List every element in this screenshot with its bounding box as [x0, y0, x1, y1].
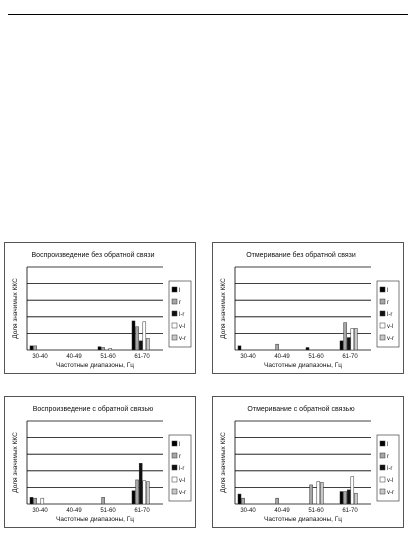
legend-label-v-l: v-l [179, 478, 186, 484]
bar-l-r-61-70 [139, 463, 142, 504]
bar-l-r-61-70 [139, 341, 142, 350]
y-axis-label: Доля значимых ККС [220, 432, 227, 493]
legend-label-r: r [387, 300, 389, 306]
x-tick-label: 40-49 [66, 354, 82, 360]
legend-label-l: l [387, 288, 389, 294]
legend-swatch-l-r [172, 465, 177, 470]
x-tick-label: 40-49 [274, 354, 290, 360]
legend-label-l: l [387, 442, 389, 448]
legend-swatch-v-r [172, 489, 177, 494]
bar-v-l-61-70 [351, 328, 354, 350]
x-tick-label: 51-60 [100, 508, 116, 514]
x-axis-label: Частотные диапазоны, Гц [264, 516, 342, 523]
bar-r-40-49 [276, 498, 279, 504]
legend-label-v-r: v-r [387, 490, 394, 496]
legend-swatch-l [380, 287, 385, 292]
legend-label-r: r [179, 300, 181, 306]
bar-r-51-60 [102, 497, 105, 504]
legend-swatch-l [172, 287, 177, 292]
bar-l-61-70 [340, 492, 343, 504]
legend-swatch-r [172, 299, 177, 304]
bar-r-61-70 [344, 492, 347, 504]
bar-v-r-61-70 [354, 328, 357, 350]
legend-label-v-l: v-l [387, 324, 394, 330]
x-tick-label: 30-40 [32, 354, 48, 360]
legend-swatch-r [172, 453, 177, 458]
x-tick-label: 30-40 [32, 508, 48, 514]
x-tick-label: 30-40 [240, 354, 256, 360]
legend-label-v-r: v-r [387, 336, 394, 342]
bar-l-61-70 [340, 341, 343, 350]
bar-v-r-61-70 [146, 482, 149, 504]
x-tick-label: 40-49 [66, 508, 82, 514]
legend-label-v-l: v-l [179, 324, 186, 330]
bar-r-30-40 [34, 498, 37, 504]
legend-swatch-v-r [380, 335, 385, 340]
bar-l-r-61-70 [347, 338, 350, 350]
legend-label-l-r: l-r [179, 466, 185, 472]
legend-label-l: l [179, 442, 181, 448]
x-tick-label: 40-49 [274, 508, 290, 514]
chart-svg [5, 397, 197, 529]
legend-swatch-l [172, 441, 177, 446]
legend-label-r: r [179, 454, 181, 460]
chart-panel-1 [4, 242, 196, 374]
bar-r-51-60 [102, 348, 105, 350]
legend-swatch-v-l [380, 477, 385, 482]
bar-v-l-51-60 [109, 348, 112, 350]
bar-r-61-70 [136, 327, 139, 350]
chart-title: Воспроизведение без обратной связи [31, 252, 155, 259]
x-tick-label: 51-60 [308, 508, 324, 514]
bar-l-30-40 [238, 494, 241, 504]
legend-swatch-v-r [172, 335, 177, 340]
chart-svg [5, 243, 197, 375]
bar-v-l-30-40 [41, 498, 44, 504]
chart-title: Воспроизведение с обратной связью [32, 406, 154, 413]
bar-l-30-40 [238, 346, 241, 350]
chart-panel-2 [212, 242, 404, 374]
bar-v-r-51-60 [320, 482, 323, 504]
x-tick-label: 30-40 [240, 508, 256, 514]
bar-v-l-61-70 [143, 481, 146, 504]
bar-v-l-61-70 [351, 477, 354, 504]
legend-label-v-r: v-r [179, 336, 186, 342]
x-axis-label: Частотные диапазоны, Гц [56, 362, 134, 369]
page-top-rule [8, 14, 408, 15]
bar-l-61-70 [132, 321, 135, 350]
bar-r-51-60 [310, 485, 313, 504]
x-tick-label: 61-70 [134, 508, 150, 514]
chart-svg [213, 243, 405, 375]
bar-v-r-61-70 [146, 338, 149, 350]
legend-label-v-l: v-l [387, 478, 394, 484]
x-tick-label: 61-70 [134, 354, 150, 360]
legend-swatch-l-r [380, 465, 385, 470]
chart-title: Отмеривание без обратной связи [246, 252, 356, 259]
bar-l-51-60 [98, 347, 101, 350]
chart-svg [213, 397, 405, 529]
legend-label-l: l [179, 288, 181, 294]
legend-swatch-v-r [380, 489, 385, 494]
legend-label-v-r: v-r [179, 490, 186, 496]
chart-title: Отмеривание с обратной связью [247, 406, 355, 413]
x-axis-label: Частотные диапазоны, Гц [56, 516, 134, 523]
legend-swatch-l-r [172, 311, 177, 316]
x-tick-label: 51-60 [100, 354, 116, 360]
legend-swatch-l [380, 441, 385, 446]
x-tick-label: 61-70 [342, 354, 358, 360]
bar-v-l-61-70 [143, 322, 146, 350]
bar-l-61-70 [132, 491, 135, 504]
bar-l-30-40 [30, 497, 33, 504]
bar-l-51-60 [306, 348, 309, 350]
bar-l-r-61-70 [347, 490, 350, 504]
chart-panel-4 [212, 396, 404, 528]
bar-v-r-61-70 [354, 493, 357, 504]
y-axis-label: Доля значимых ККС [220, 278, 227, 339]
x-tick-label: 51-60 [308, 354, 324, 360]
bar-r-30-40 [242, 498, 245, 504]
x-axis-label: Частотные диапазоны, Гц [264, 362, 342, 369]
legend-swatch-v-l [172, 477, 177, 482]
legend-label-l-r: l-r [179, 312, 185, 318]
legend-swatch-r [380, 453, 385, 458]
bar-r-61-70 [136, 480, 139, 504]
bar-r-40-49 [276, 344, 279, 350]
legend-label-r: r [387, 454, 389, 460]
legend-swatch-r [380, 299, 385, 304]
legend-label-l-r: l-r [387, 466, 393, 472]
bar-l-30-40 [30, 346, 33, 350]
y-axis-label: Доля значимых ККС [12, 278, 19, 339]
bar-v-l-51-60 [317, 482, 320, 504]
bar-r-30-40 [34, 346, 37, 350]
y-axis-label: Доля значимых ККС [12, 432, 19, 493]
legend-swatch-v-l [172, 323, 177, 328]
bar-r-61-70 [344, 323, 347, 350]
legend-label-l-r: l-r [387, 312, 393, 318]
legend-swatch-v-l [380, 323, 385, 328]
x-tick-label: 61-70 [342, 508, 358, 514]
legend-swatch-l-r [380, 311, 385, 316]
chart-panel-3 [4, 396, 196, 528]
